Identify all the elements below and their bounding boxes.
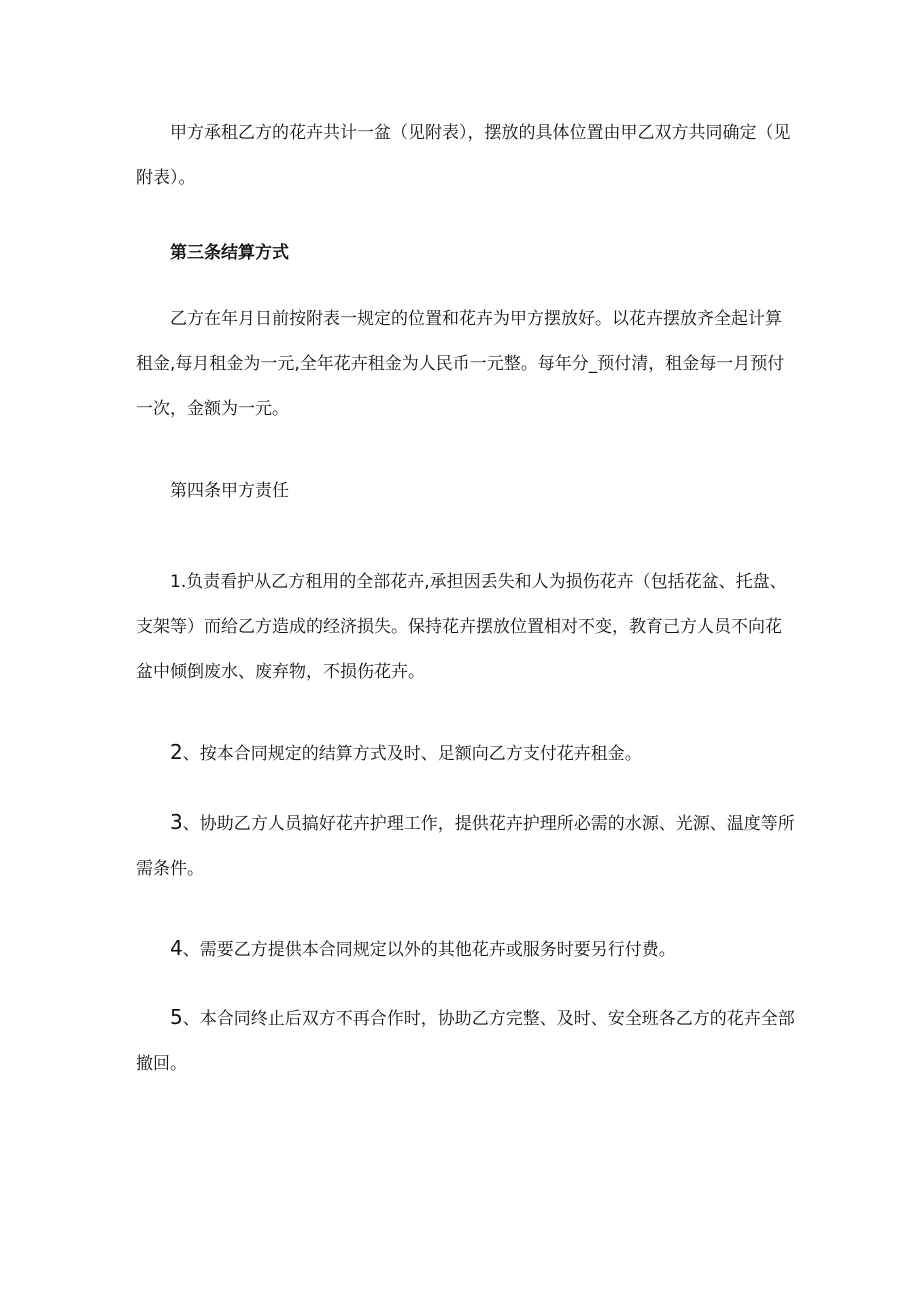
list-item-1: 1.负责看护从乙方租用的全部花卉,承担因丢失和人为损伤花卉（包括花盆、托盘、支架等）而给乙方造成的经济损失。保持花卉摆放位置相对不变，教育己方人员不向花盆中倾倒废水、废弃物，不损伤花卉。 [136,572,787,682]
heading-article-4: 第四条甲方责任 [170,481,289,501]
heading-article-3: 第三条结算方式 [170,243,289,263]
list-item-4-number: 4 [170,936,183,960]
list-item-2 [136,730,796,777]
paragraph-lease-quantity: 甲方承租乙方的花卉共计一盆（见附表），摆放的具体位置由甲乙双方共同确定（见附表）。 [136,123,791,188]
list-item-4 [136,926,796,973]
list-item-5 [136,995,796,1087]
list-item-2-text: 、按本合同规定的结算方式及时、足额向乙方支付花卉租金。 [182,744,642,764]
list-item-5-text: 、本合同终止后双方不再合作时，协助乙方完整、及时、安全班各乙方的花卉全部撤回。 [136,1009,795,1074]
list-item-2-number: 2 [170,740,183,764]
list-item-3-number: 3 [170,810,183,834]
list-item-3 [136,800,796,892]
list-item-5-number: 5 [170,1005,183,1029]
list-item-4-text: 、需要乙方提供本合同规定以外的其他花卉或服务时要另行付费。 [182,940,676,960]
paragraph-settlement: 乙方在年月日前按附表一规定的位置和花卉为甲方摆放好。以花卉摆放齐全起计算租金,每月租金为一元,全年花卉租金为人民币一元整。每年分_预付清，租金每一月预付一次，金额为一元。 [136,309,785,419]
list-item-3-text: 、协助乙方人员搞好花卉护理工作，提供花卉护理所必需的水源、光源、温度等所需条件。 [136,814,795,879]
